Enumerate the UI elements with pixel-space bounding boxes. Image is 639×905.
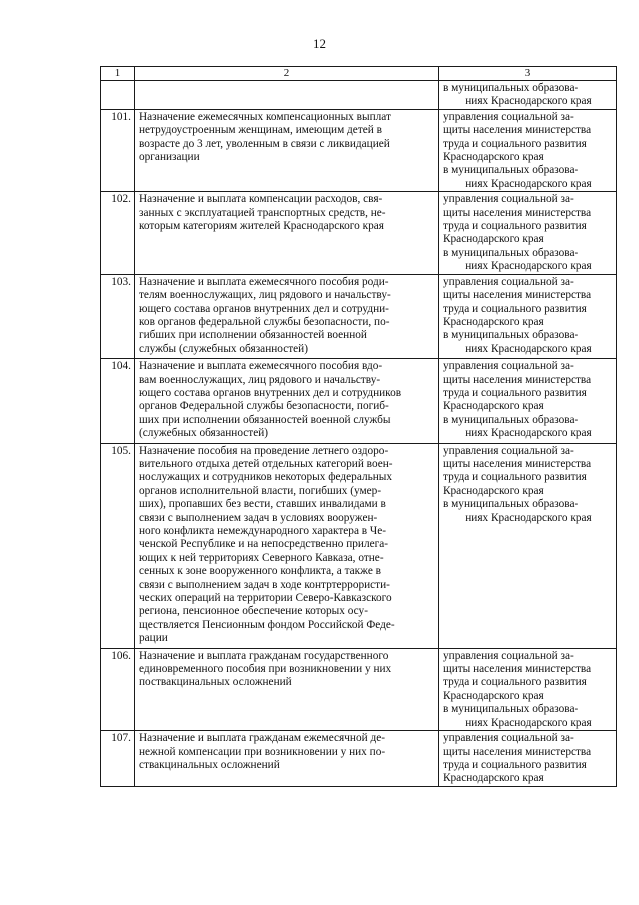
org-line: ниях Краснодарского края [465,427,592,440]
column-2-number: 2 [135,67,439,81]
table-row [101,274,617,358]
service-line: сенных к зоне вооруженного конфликта, а также в [139,565,381,578]
org-line: в муниципальных образова- [443,246,579,259]
continuation-num-cell [101,81,135,110]
org-line: управления социальной за- [443,732,574,745]
service-line: организации [139,151,200,164]
continuation-row [101,81,617,110]
org-line: в муниципальных образова- [443,82,579,94]
org-line: щиты населения министерства [443,373,592,386]
service-line: связи с выполнением задач в условиях вооружен- [139,511,378,524]
row-number: 105. [101,443,135,648]
service-name-cell [135,443,439,648]
service-line: которым категориям жителей Краснодарского края [139,220,384,233]
row-number: 103. [101,274,135,358]
service-line: ющего состава органов внутренних дел и сотрудников [139,386,402,399]
column-1-number: 1 [101,67,135,81]
org-line: труда и социального развития [443,302,587,315]
org-line: в муниципальных образова- [443,498,579,511]
table-row [101,443,617,648]
row-number: 107. [101,731,135,787]
service-line: ного конфликта немеждународного характера в Че- [139,525,387,537]
org-line: ниях Краснодарского края [465,177,592,190]
org-line: труда и социального развития [443,758,587,771]
service-line: ченской Республике и на непосредственно прилега- [139,538,389,551]
org-line: ниях Краснодарского края [465,716,592,729]
table-row [101,731,617,787]
service-line: ших при исполнении обязанностей военной службы [139,413,391,426]
org-line: Краснодарского края [443,315,544,328]
service-name-cell [135,274,439,358]
column-3-number: 3 [439,67,617,81]
service-line: Назначение пособия на проведение летнего оздоро- [139,444,389,457]
org-line: труда и социального развития [443,676,587,689]
table-row [101,192,617,274]
service-line: (служебных обязанностей) [139,427,269,440]
service-line: Назначение и выплата гражданам государственного [139,649,389,662]
continuation-org-cell [439,81,617,110]
org-line: в муниципальных образова- [443,164,579,177]
service-line: телям военнослужащих, лиц рядового и начальству- [139,289,391,302]
responsible-body-cell [439,443,617,648]
org-line: щиты населения министерства [443,124,592,137]
service-line: нежной компенсации при возникновении у них по- [139,745,386,758]
responsible-body-cell [439,359,617,443]
service-line: возрасте до 3 лет, уволенным в связи с ликвидацией [139,137,390,150]
services-table [100,66,617,787]
org-line: в муниципальных образова- [443,329,579,342]
org-line: ниях Краснодарского края [465,95,592,108]
org-line: управления социальной за- [443,649,574,662]
continuation-service-cell [135,81,439,110]
org-line: труда и социального развития [443,220,587,233]
org-line: управления социальной за- [443,110,574,123]
org-line: щиты населения министерства [443,289,592,302]
service-line: гибших при исполнении обязанностей военной [139,329,367,342]
responsible-body-cell [439,274,617,358]
service-line: ков органов федеральной службы безопасности, по- [139,315,390,328]
row-number: 104. [101,359,135,443]
row-number: 101. [101,109,135,191]
org-line: щиты населения министерства [443,457,592,470]
org-line: управления социальной за- [443,360,574,373]
org-line: управления социальной за- [443,275,574,288]
service-line: связи с выполнением задач в ходе контртеррористи- [139,578,390,591]
responsible-body-cell [439,648,617,730]
org-line: ниях Краснодарского края [465,511,592,524]
service-line: региона, пенсионное обеспечение которых осу- [139,605,368,618]
service-line: поствакцинальных осложнений [139,676,292,689]
service-line: Назначение ежемесячных компенсационных выплат [139,110,391,123]
service-line: вам военнослужащих, лиц рядового и начальству- [139,373,381,386]
org-line: Краснодарского края [443,151,544,164]
responsible-body-cell [439,192,617,274]
org-line: ниях Краснодарского края [465,260,592,273]
service-line: нослужащих и сотрудников некоторых федеральных [139,471,393,484]
table-row [101,359,617,443]
service-line: занных с эксплуатацией транспортных средств, не- [139,206,386,219]
org-line: в муниципальных образова- [443,703,579,716]
page-number: 12 [313,36,326,51]
service-line: Назначение и выплата ежемесячного пособия вдо- [139,360,383,373]
service-line: Назначение и выплата компенсации расходов, свя- [139,193,383,206]
org-line: Краснодарского края [443,689,544,702]
service-name-cell [135,359,439,443]
service-line: ших), пропавших без вести, ставших инвалидами в [139,498,386,511]
table-row [101,648,617,730]
service-line: ществляется Пенсионным фондом Российской Феде- [139,618,395,631]
service-line: вительного отдыха детей отдельных категорий воен- [139,457,393,470]
row-number: 106. [101,648,135,730]
service-line: ющего состава органов внутренних дел и сотрудни- [139,302,389,315]
org-line: труда и социального развития [443,471,587,484]
service-name-cell [135,731,439,787]
service-name-cell [135,192,439,274]
org-line: управления социальной за- [443,444,574,457]
org-line: Краснодарского края [443,400,544,413]
service-line: ющих к ней территориях Северного Кавказа, отне- [139,551,384,564]
responsible-body-cell [439,731,617,787]
row-number: 102. [101,192,135,274]
org-line: ниях Краснодарского края [465,342,592,355]
service-name-cell [135,648,439,730]
org-line: Краснодарского края [443,772,544,785]
table-row [101,109,617,191]
service-line: Назначение и выплата ежемесячного пособия роди- [139,275,389,288]
service-line: службы (служебных обязанностей) [139,342,308,355]
org-line: труда и социального развития [443,137,587,150]
responsible-body-cell [439,109,617,191]
org-line: управления социальной за- [443,193,574,206]
service-line: ческих операций на территории Северо-Кавказского [139,592,392,605]
service-name-cell [135,109,439,191]
service-line: единовременного пособия при возникновении у них [139,663,392,676]
org-line: Краснодарского края [443,484,544,497]
service-line: ствакцинальных осложнений [139,758,280,771]
service-line: нетрудоустроенным женщинам, имеющим детей в [139,124,382,137]
column-number-row [101,67,617,81]
org-line: щиты населения министерства [443,745,592,758]
service-line: рации [139,632,168,645]
org-line: труда и социального развития [443,386,587,399]
service-line: Назначение и выплата гражданам ежемесячной де- [139,732,385,745]
org-line: щиты населения министерства [443,206,592,219]
org-line: щиты населения министерства [443,663,592,676]
org-line: Краснодарского края [443,233,544,246]
org-line: в муниципальных образова- [443,413,579,426]
service-line: органов исполнительной власти, погибших (умер- [139,484,382,497]
service-line: органов Федеральной службы безопасности, погиб- [139,400,389,413]
